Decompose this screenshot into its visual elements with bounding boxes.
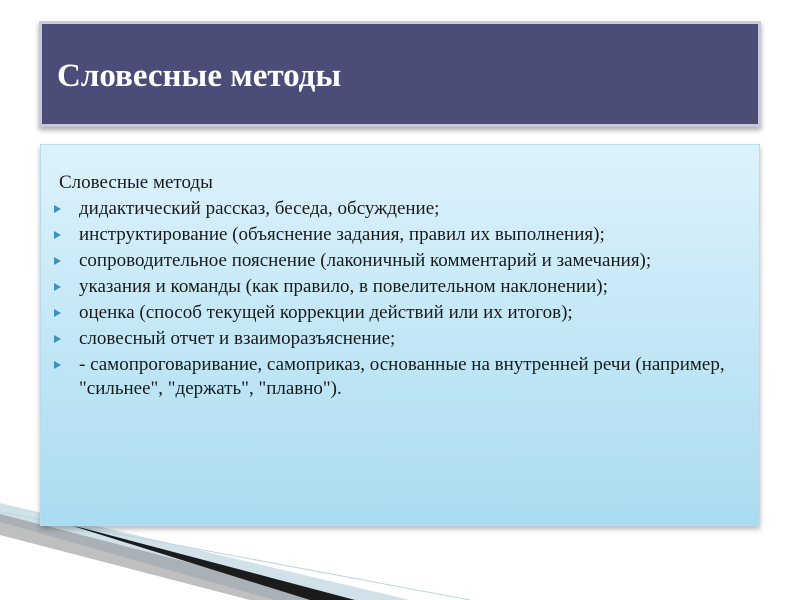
list-item [53, 353, 753, 401]
list-item [53, 249, 753, 273]
list-item [53, 197, 753, 221]
list-item-text: дидактический рассказ, беседа, обсуждение; [79, 198, 440, 219]
list-item-text: указания и команды (как правило, в повелительном наклонении); [79, 276, 608, 297]
triangle-bullet-icon [54, 335, 61, 343]
triangle-bullet-icon [54, 257, 61, 265]
slide-title: Словесные методы [57, 58, 342, 94]
triangle-bullet-icon [54, 361, 61, 369]
triangle-bullet-icon [54, 309, 61, 317]
content-subtitle: Словесные методы [59, 172, 213, 193]
triangle-bullet-icon [54, 231, 61, 239]
list-item [53, 275, 753, 299]
list-item [53, 301, 753, 325]
content-box [40, 144, 760, 526]
list-item [53, 327, 753, 351]
list-item-text: инструктирование (объяснение задания, правил их выполнения); [79, 224, 605, 245]
triangle-bullet-icon [54, 283, 61, 291]
list-item-text: - самопроговаривание, самоприказ, основанные на внутренней речи (например, "сильнее", "держать", "плавно"). [79, 354, 725, 399]
list-item [53, 223, 753, 247]
title-bar [39, 21, 761, 127]
list-item-text: словесный отчет и взаиморазъяснение; [79, 328, 396, 349]
triangle-bullet-icon [54, 205, 61, 213]
list-item-text: оценка (способ текущей коррекции действий или их итогов); [79, 302, 573, 323]
list-item-text: сопроводительное пояснение (лаконичный комментарий и замечания); [79, 250, 652, 271]
bullet-list [53, 197, 753, 403]
